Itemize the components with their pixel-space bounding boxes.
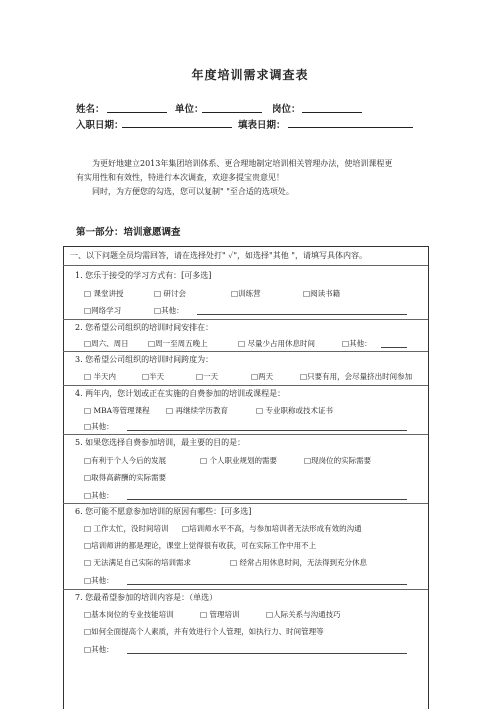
- q3-option-half-day[interactable]: □半天: [142, 372, 165, 381]
- divider: [63, 319, 428, 320]
- q4-other-field[interactable]: [127, 430, 407, 431]
- q2-option-weeknight[interactable]: □周一至周五晚上: [148, 339, 208, 348]
- dept-field[interactable]: [202, 112, 262, 113]
- q6-option-theory[interactable]: □培训师讲的都是理论，课堂上觉得很有收获，可在实际工作中用不上: [84, 541, 317, 550]
- q2-option-other[interactable]: □其他：: [342, 339, 372, 348]
- entry-date-label: 入职日期：: [76, 120, 124, 131]
- divider: [63, 434, 428, 435]
- q7-text: 7. 您最希望参加的培训内容是：（单选）: [75, 593, 218, 602]
- intro-line-2: 有实用性和有效性，特进行本次调查，欢迎多提宝贵意见！: [76, 173, 284, 182]
- dept-label: 单位：: [175, 104, 204, 115]
- divider: [63, 503, 428, 504]
- intro-line-1: 为更好地建立2013年集团培训体系、更合理地制定培训相关管理办法，使培训课程更: [92, 159, 393, 168]
- q5-other-field[interactable]: [127, 499, 407, 500]
- q7-option-skills[interactable]: □基本岗位的专业技能培训: [84, 610, 174, 619]
- q3-option-any-time[interactable]: □只要有用，会尽量挤出时间参加: [300, 372, 413, 381]
- q6-option-unmet-needs[interactable]: □ 无法满足自己实际的培训需求: [84, 558, 191, 567]
- q6-option-other[interactable]: □其他：: [84, 576, 114, 585]
- name-field[interactable]: [107, 112, 167, 113]
- q1-other-field[interactable]: [197, 314, 407, 315]
- q3-option-one-day[interactable]: □一天: [196, 372, 219, 381]
- divider: [63, 351, 428, 352]
- q1-option-reading[interactable]: □阅读书籍: [303, 289, 341, 298]
- q6-text: 6. 您可能不愿意参加培训的原因有哪些：[可多选]: [75, 507, 252, 516]
- q1-option-online[interactable]: □网络学习: [84, 306, 122, 315]
- fill-date-field[interactable]: [288, 127, 413, 128]
- q4-text: 4. 两年内，您计划或正在实施的自费参加的培训或课程是：: [75, 389, 286, 398]
- q6-option-trainer-level[interactable]: □培训师水平不高，与参加培训者无法形成有效的沟通: [182, 524, 362, 533]
- q1-text: 1. 您乐于接受的学习方式有：[可多选]: [75, 271, 212, 280]
- q4-option-other[interactable]: □其他：: [84, 422, 114, 431]
- entry-date-field[interactable]: [122, 127, 232, 128]
- post-label: 岗位：: [272, 104, 301, 115]
- post-field[interactable]: [302, 112, 362, 113]
- q1-option-other[interactable]: □其他：: [154, 306, 184, 315]
- divider: [63, 589, 428, 590]
- q7-option-communication[interactable]: □人际关系与沟通技巧: [266, 610, 341, 619]
- q3-option-two-days[interactable]: □两天: [251, 372, 274, 381]
- q1-option-seminar[interactable]: □ 研讨会: [154, 289, 186, 298]
- q6-option-busy[interactable]: □ 工作太忙，没时间培训: [84, 524, 169, 533]
- instruction-text: 一、以下问题全员均需回答，请在选择处打" ✓"，如选择"其他 "，请填写具体内容。: [70, 251, 367, 260]
- q5-option-salary[interactable]: □取得高薪酬的实际需要: [84, 473, 167, 482]
- q7-option-management[interactable]: □ 管理培训: [200, 610, 240, 619]
- q6-option-rest-time[interactable]: □ 经常占用休息时间，无法得到充分休息: [230, 558, 367, 567]
- q7-option-personal-quality[interactable]: □如何全面提高个人素质，并有效进行个人管理，如执行力、时间管理等: [84, 627, 324, 636]
- divider: [63, 385, 428, 386]
- q7-option-other[interactable]: □其他：: [84, 645, 114, 654]
- q7-other-field[interactable]: [127, 653, 407, 654]
- q1-option-lecture[interactable]: □ 课堂讲授: [84, 289, 124, 298]
- page-title: 年度培训需求调查表: [191, 68, 309, 82]
- q5-option-other[interactable]: □其他：: [84, 491, 114, 500]
- q2-text: 2. 您希望公司组织的培训时间安排在：: [75, 323, 214, 332]
- q6-other-field[interactable]: [127, 584, 407, 585]
- q4-option-certificate[interactable]: □ 专业职称或技术证书: [256, 406, 333, 415]
- q2-option-less-rest[interactable]: □ 尽量少占用休息时间: [238, 339, 315, 348]
- q4-option-degree[interactable]: □ 再继续学历教育: [166, 406, 228, 415]
- q4-option-mba[interactable]: □ MBA等管理课程: [84, 406, 150, 415]
- q5-option-development[interactable]: □有利于个人今后的发展: [84, 456, 167, 465]
- q2-option-weekend[interactable]: □周六、周日: [84, 339, 129, 348]
- name-label: 姓名：: [76, 104, 105, 115]
- divider: [63, 265, 428, 266]
- q5-text: 5. 如果您选择自费参加培训，最主要的目的是：: [75, 438, 246, 447]
- q2-other-field[interactable]: [381, 347, 407, 348]
- fill-date-label: 填表日期：: [238, 120, 286, 131]
- q3-text: 3. 您希望公司组织的培训时间跨度为：: [75, 355, 214, 364]
- q5-option-career-plan[interactable]: □ 个人职业规划的需要: [200, 456, 277, 465]
- part1-title: 第一部分：培训意愿调查: [76, 227, 181, 238]
- q5-option-current-post[interactable]: □现岗位的实际需要: [304, 456, 372, 465]
- intro-line-3: 同时，为方便您的勾选，您可以复制" "至合适的选项处。: [92, 187, 294, 196]
- q1-option-camp[interactable]: □训练营: [231, 289, 261, 298]
- q3-option-half-day-within[interactable]: □ 半天内: [84, 372, 116, 381]
